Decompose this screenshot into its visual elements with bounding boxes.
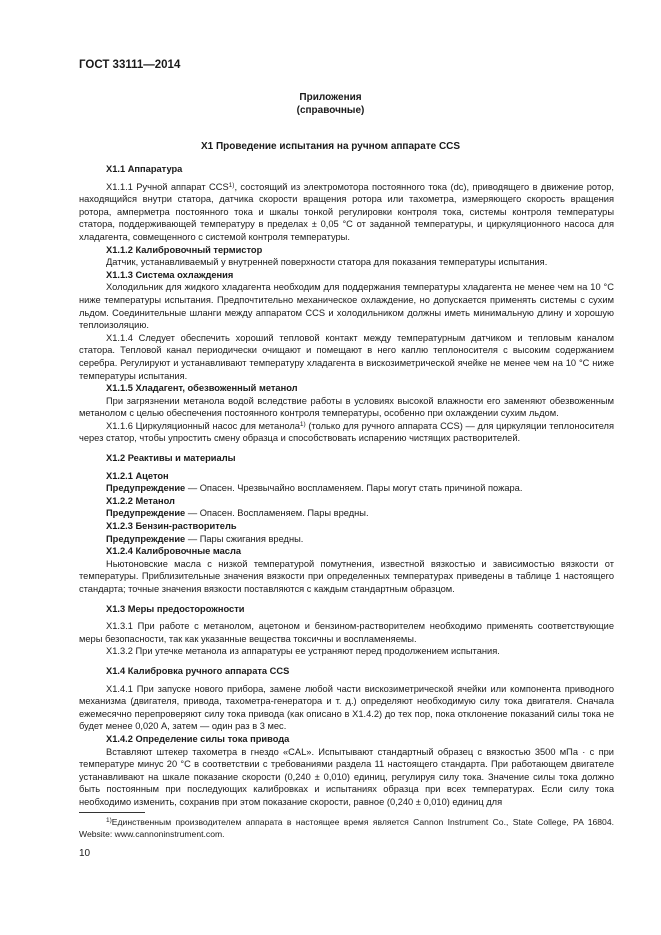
standard-header: ГОСТ 33111—2014 [79,59,181,71]
document-body [79,163,614,809]
paragraph-x1-4-1: X1.4.1 При запуске нового прибора, замене любой части вискозиметрической ячейки или компонента приводного механизма (двигателя, привода, тахометра-генератора и т. д.) определяют необходимую силу тока двигателя. Сначала ежемесячно перепроверяют силу тока привода (как описано в X1.4.2) до тех пор, пока отклонение показаний силы тока не будет менее 0,020 А, затем — один раз в 3 мес. [79,683,614,732]
heading-x1-2-4: X1.2.4 Калибровочные масла [106,546,242,557]
page-number: 10 [79,848,91,859]
footnote-text: Единственным производителем аппарата в настоящее время является Cannon Instrument Co., State College, PA 16804. Website: www.cannoninstrument.com. [79,817,614,839]
paragraph-x1-1-5: При загрязнении метанола водой вследствие работы в условиях высокой влажности его заменяют обезвоженным метанолом с целью обеспечения постоянного контроля температуры, особенно при охлаждении сухим льдом. [79,395,614,419]
paragraph-x1-2-4: Ньютоновские масла с низкой температурой помутнения, известной вязкостью и зависимостью вязкости от температуры. Приблизительные значения вязкости при определенных температурах приведены в таблице 1 настоящего стандарта; точные значения вязкости поставляются с каждым стандартным образцом. [79,558,614,594]
footnote-marker: 1) [106,817,112,824]
heading-x1-2-2: X1.2.2 Метанол [106,495,175,506]
heading-x1-2: X1.2 Реактивы и материалы [106,453,236,464]
warning-acetone: Предупреждение — Опасен. Чрезвычайно воспламеняем. Пары могут стать причиной пожара. [106,483,523,494]
appendix-title: Приложения [299,92,362,103]
heading-x1-4: X1.4 Калибровка ручного аппарата CCS [106,665,290,676]
paragraph-x1-3-2: X1.3.2 При утечке метанола из аппаратуры ее устраняют перед продолжением испытания. [106,646,500,657]
paragraph-x1-1-1: X1.1.1 Ручной аппарат CCS$^{1)}$, состоящий из электромотора постоянного тока (dc), приводящего в движение ротор, находящийся внутри статора, датчика скорости вращения ротора или тахометра, измеряющего скорость вращения ротора, амперметра постоянного тока и шкалы тонкой регулировки контроля тока, системы контроля температуры статора, поддерживающей температуру в пределах ± 0,05 °С от заданной температуры, и циркуляционного насоса для хладагента, совмещенного с системой контроля температуры. [79,181,614,242]
footnote-ref: 1) [228,181,235,189]
paragraph-x1-1-3: Холодильник для жидкого хладагента необходим для поддержания температуры хладагента не менее чем на 10 °С ниже температуры испытания. Предпочтительно механическое охлаждение, но допускается применять системы с сухим льдом. Соединительные шланги между аппаратом CCS и холодильником должны иметь минимальную длину и хорошую теплоизоляцию. [79,282,614,331]
heading-x1-2-3: X1.2.3 Бензин-растворитель [106,521,237,532]
warning-solvent: Предупреждение — Пары сжигания вредны. [106,533,304,544]
appendix-subtitle: (справочные) [296,105,365,116]
footnote-ref: 1) [299,420,306,428]
paragraph-x1-1-4: X1.1.4 Следует обеспечить хороший тепловой контакт между температурным датчиком и тепловым каналом статора. Тепловой канал периодически очищают и помещают в него каплю теплоносителя с высоким содержанием серебра. Регулируют и устанавливают температуру хладагента в вискозиметрической ячейке не менее чем на 10 °С ниже температуры испытания. [79,332,614,381]
footnote-divider [79,812,145,813]
paragraph-x1-1-6: X1.1.6 Циркуляционный насос для метанола$^{1)}$ (только для ручного аппарата CCS) — для циркуляции теплоносителя через статор, чтобы упростить смену образца и способствовать испарению чистящих растворителей. [79,420,614,444]
heading-x1-1-5: X1.1.5 Хладагент, обезвоженный метанол [106,383,298,394]
paragraph-x1-4-2: Вставляют штекер тахометра в гнездо «CAL». Испытывают стандартный образец с вязкостью 3500 мПа · с при температуре минус 20 °С в соответствии с требованиями раздела 11 настоящего стандарта. При работающем двигателе устанавливают на шкале показание скорости (0,240 ± 0,010) единиц, регулируя силу тока. Значение силы тока должно быть постоянным при последующих калибровках и испытаниях образца при всех температурах. Если силу тока необходимо изменить, сохранив при этом показание скорости, равное (0,240 ± 0,010) единиц для [79,746,614,807]
heading-x1-4-2: X1.4.2 Определение силы тока привода [106,733,290,744]
footnote [79,816,614,840]
paragraph-x1-3-1: X1.3.1 При работе с метанолом, ацетоном и бензином-растворителем необходимо применять соответствующие меры безопасности, так как указанные вещества токсичны и воспламеняемы. [79,621,614,644]
warning-methanol: Предупреждение — Опасен. Воспламеняем. Пары вредны. [106,508,369,519]
heading-x1-2-1: X1.2.1 Ацетон [106,470,169,481]
heading-x1-1-3: X1.1.3 Система охлаждения [106,269,234,280]
section-title: X1 Проведение испытания на ручном аппарате CCS [200,141,461,152]
heading-x1-1-2: X1.1.2 Калибровочный термистор [106,244,263,255]
paragraph-x1-1-2: Датчик, устанавливаемый у внутренней поверхности статора для показания температуры испытания. [106,257,548,268]
heading-x1-3: X1.3 Меры предосторожности [106,603,245,614]
heading-x1-1: X1.1 Аппаратура [106,164,183,174]
